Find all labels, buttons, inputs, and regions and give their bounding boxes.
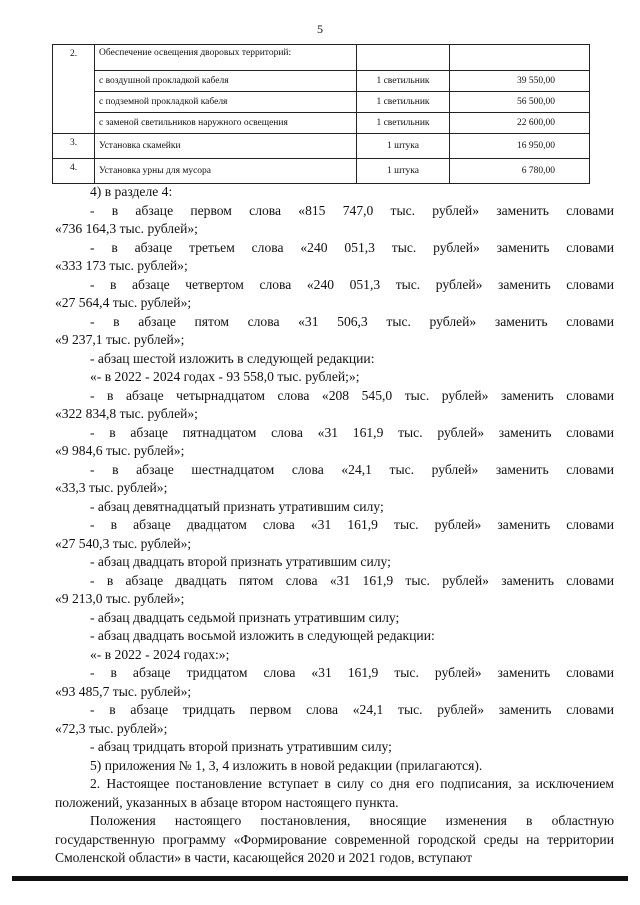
text-line: 5) приложения № 1, 3, 4 изложить в новой редакции (прилагаются). xyxy=(90,757,483,773)
page-number: 5 xyxy=(317,22,323,36)
text-line: «33,3 тыс. рублей»; xyxy=(55,480,168,495)
row-title: Обеспечение освещения дворовых территорий: xyxy=(95,45,357,71)
text-line: - абзац тридцать второй признать утратившим силу; xyxy=(90,739,392,754)
text-line: - в абзаце двадцать пятом слова «31 161,9 тыс. рублей» заменить словами xyxy=(90,572,614,588)
row-name: с заменой светильников наружного освещения xyxy=(95,113,357,134)
text-line: «9 984,6 тыс. рублей»; xyxy=(55,443,185,458)
text-line: - в абзаце шестнадцатом слова «24,1 тыс. рублей» заменить словами xyxy=(90,461,614,477)
text-line: «- в 2022 - 2024 годах:»; xyxy=(90,646,230,662)
table-row xyxy=(53,159,590,184)
text-line: - абзац двадцать восьмой изложить в следующей редакции: xyxy=(90,628,435,643)
row-unit: 1 светильник xyxy=(357,71,450,92)
text-line: «27 540,3 тыс. рублей»; xyxy=(55,535,192,551)
text-line: - абзац двадцать второй признать утратившим силу; xyxy=(90,554,391,569)
row-amount: 6 780,00 xyxy=(450,159,590,184)
scan-edge-bar xyxy=(12,876,628,881)
text-line: «93 485,7 тыс. рублей»; xyxy=(55,683,192,699)
row-number: 3. xyxy=(53,134,95,159)
paragraph-2: 2. Настоящее постановление вступает в силу со дня его подписания, за исключением положений, указанных в абзаце втором настоящего пункта. xyxy=(55,776,614,810)
row-unit: 1 светильник xyxy=(357,113,450,134)
text-line: «322 834,8 тыс. рублей»; xyxy=(55,406,198,421)
row-amount: 39 550,00 xyxy=(450,71,590,92)
row-unit: 1 светильник xyxy=(357,92,450,113)
text-line: «27 564,4 тыс. рублей»; xyxy=(55,295,192,310)
document-body xyxy=(55,183,614,868)
text-line: - в абзаце тридцать первом слова «24,1 тыс. рублей» заменить словами xyxy=(90,702,614,717)
row-number: 2. xyxy=(53,45,95,134)
row-amount: 22 600,00 xyxy=(450,113,590,134)
text-line: - в абзаце пятнадцатом слова «31 161,9 тыс. рублей» заменить словами xyxy=(90,424,614,440)
table-row xyxy=(53,71,590,92)
text-line: - в абзаце тридцатом слова «31 161,9 тыс. рублей» заменить словами xyxy=(90,665,614,680)
text-line: - абзац девятнадцатый признать утратившим силу; xyxy=(90,498,384,514)
text-line: - в абзаце четвертом слова «240 051,3 тыс. рублей» заменить словами xyxy=(90,276,614,292)
text-line: «9 237,1 тыс. рублей»; xyxy=(55,332,185,347)
paragraph-3: Положения настоящего постановления, вносящие изменения в областную государственную программу «Формирование современной городской среды на территории Смоленской области» в части, касающейся 2020 и 2021 годов, вступают xyxy=(55,813,614,865)
text-line: «- в 2022 - 2024 годах - 93 558,0 тыс. рублей;»; xyxy=(90,369,360,384)
text-line: - абзац двадцать седьмой признать утратившим силу; xyxy=(90,609,400,625)
text-line: «72,3 тыс. рублей»; xyxy=(55,720,168,736)
row-name: Установка урны для мусора xyxy=(95,159,357,184)
row-name: с подземной прокладкой кабеля xyxy=(95,92,357,113)
text-line: - в абзаце двадцатом слова «31 161,9 тыс. рублей» заменить словами xyxy=(90,517,614,532)
text-line: - в абзаце первом слова «815 747,0 тыс. рублей» заменить словами xyxy=(90,202,614,218)
table-row xyxy=(53,113,590,134)
row-amount: 16 950,00 xyxy=(450,134,590,159)
text-line: - абзац шестой изложить в следующей редакции: xyxy=(90,350,375,366)
table-row xyxy=(53,134,590,159)
cost-table xyxy=(52,44,590,184)
row-name: с воздушной прокладкой кабеля xyxy=(95,71,357,92)
text-line: «736 164,3 тыс. рублей»; xyxy=(55,221,198,236)
text-line: «9 213,0 тыс. рублей»; xyxy=(55,591,185,606)
text-line: - в абзаце пятом слова «31 506,3 тыс. рублей» заменить словами xyxy=(90,313,614,329)
row-unit: 1 штука xyxy=(357,134,450,159)
table-row xyxy=(53,92,590,113)
table-row xyxy=(53,45,590,71)
text-line: - в абзаце третьем слова «240 051,3 тыс. рублей» заменить словами xyxy=(90,239,614,255)
row-amount: 56 500,00 xyxy=(450,92,590,113)
text-line: - в абзаце четырнадцатом слова «208 545,0 тыс. рублей» заменить словами xyxy=(90,387,614,403)
text-line: 4) в разделе 4: xyxy=(90,184,173,199)
row-name: Установка скамейки xyxy=(95,134,357,159)
row-number: 4. xyxy=(53,159,95,184)
text-line: «333 173 тыс. рублей»; xyxy=(55,258,188,273)
row-unit: 1 штука xyxy=(357,159,450,184)
